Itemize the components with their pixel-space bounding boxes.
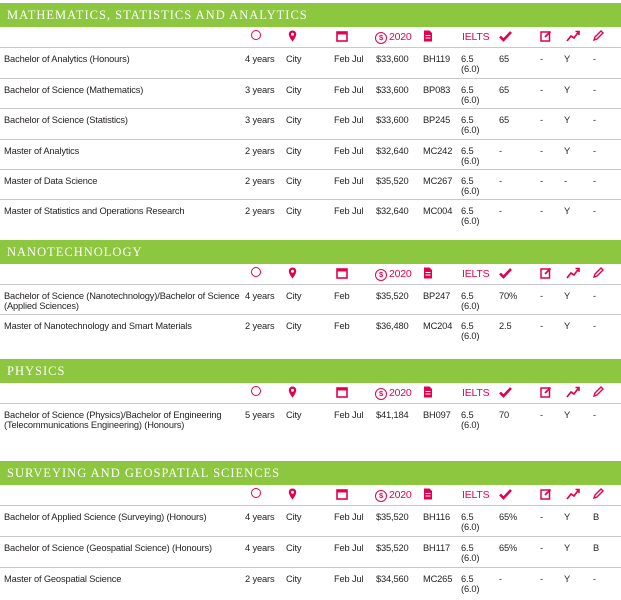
course-location: City <box>286 115 302 125</box>
course-table <box>0 48 621 231</box>
section-surveying <box>0 461 621 600</box>
section-physics <box>0 359 621 452</box>
pathway-arrow-icon <box>566 267 580 284</box>
course-location: City <box>286 291 302 301</box>
course-extra: B <box>593 543 600 553</box>
course-extra: - <box>593 54 596 64</box>
duration-icon <box>251 386 261 400</box>
column-icon-row <box>0 485 621 506</box>
course-intake: Feb Jul <box>334 176 364 186</box>
course-duration: 3 years <box>245 115 275 125</box>
course-atar: 65% <box>499 543 518 553</box>
course-name: Bachelor of Science (Statistics) <box>4 115 128 125</box>
course-duration: 4 years <box>245 291 275 301</box>
course-ielts: 6.5 (6.0) <box>461 146 480 167</box>
course-location: City <box>286 146 302 156</box>
course-prereq: - <box>540 321 543 331</box>
table-row <box>0 404 621 452</box>
course-prereq: - <box>540 54 543 64</box>
table-row <box>0 170 621 200</box>
course-fee: $33,600 <box>376 85 409 95</box>
course-prereq: - <box>540 206 543 216</box>
table-row <box>0 315 621 345</box>
ielts-label: IELTS <box>462 31 490 43</box>
duration-icon <box>251 267 261 281</box>
course-pathway: Y <box>564 85 571 95</box>
course-duration: 4 years <box>245 54 275 64</box>
course-prereq: - <box>540 543 543 553</box>
section-title: NANOTECHNOLOGY <box>0 240 621 264</box>
course-fee: $35,520 <box>376 291 409 301</box>
course-name: Bachelor of Science (Geospatial Science) (Honours) <box>4 543 212 553</box>
course-name: Bachelor of Analytics (Honours) <box>4 54 130 64</box>
course-ielts: 6.5 (6.0) <box>461 574 480 595</box>
course-atar: 65 <box>499 115 510 125</box>
course-extra: - <box>593 206 596 216</box>
course-ielts: 6.5 (6.0) <box>461 291 480 312</box>
column-icon-row <box>0 27 621 48</box>
course-table <box>0 506 621 600</box>
section-nanotechnology <box>0 240 621 345</box>
course-name: Master of Geospatial Science <box>4 574 122 584</box>
course-atar: 70% <box>499 291 518 301</box>
pen-icon <box>593 30 604 46</box>
course-extra: - <box>593 85 596 95</box>
course-atar: 70 <box>499 410 510 420</box>
course-intake: Feb Jul <box>334 574 364 584</box>
course-extra: B <box>593 512 600 522</box>
calendar-icon <box>336 267 348 284</box>
edit-icon <box>540 30 552 47</box>
course-intake: Feb <box>334 321 350 331</box>
course-duration: 2 years <box>245 574 275 584</box>
location-icon <box>288 488 297 505</box>
course-intake: Feb Jul <box>334 512 364 522</box>
course-pathway: Y <box>564 291 571 301</box>
document-icon <box>423 386 433 403</box>
pen-icon <box>593 267 604 283</box>
course-atar: - <box>499 574 502 584</box>
course-ielts: 6.5 (6.0) <box>461 115 480 136</box>
location-icon <box>288 267 297 284</box>
course-ielts: 6.5 (6.0) <box>461 321 480 342</box>
document-icon <box>423 488 433 505</box>
pen-icon <box>593 488 604 504</box>
course-name: Master of Statistics and Operations Research <box>4 206 185 216</box>
course-code: BP247 <box>423 291 451 301</box>
course-prereq: - <box>540 146 543 156</box>
course-prereq: - <box>540 410 543 420</box>
course-location: City <box>286 321 302 331</box>
course-code: BP245 <box>423 115 451 125</box>
course-duration: 5 years <box>245 410 275 420</box>
course-location: City <box>286 85 302 95</box>
course-ielts: 6.5 (6.0) <box>461 54 480 75</box>
document-icon <box>423 30 433 47</box>
course-atar: 65 <box>499 85 510 95</box>
course-code: BH116 <box>423 512 450 522</box>
ielts-label: IELTS <box>462 387 490 399</box>
course-pathway: Y <box>564 54 571 64</box>
ielts-label: IELTS <box>462 268 490 280</box>
course-code: BH119 <box>423 54 450 64</box>
course-name: Master of Nanotechnology and Smart Materials <box>4 321 192 331</box>
course-extra: - <box>593 115 596 125</box>
fee-2020-icon: $ 2020 <box>375 30 412 44</box>
course-location: City <box>286 54 302 64</box>
course-duration: 3 years <box>245 85 275 95</box>
edit-icon <box>540 267 552 284</box>
course-duration: 2 years <box>245 176 275 186</box>
course-prereq: - <box>540 85 543 95</box>
course-pathway: Y <box>564 512 571 522</box>
course-fee: $32,640 <box>376 206 409 216</box>
course-ielts: 6.5 (6.0) <box>461 512 480 533</box>
course-prereq: - <box>540 574 543 584</box>
course-fee: $32,640 <box>376 146 409 156</box>
pathway-arrow-icon <box>566 488 580 505</box>
course-intake: Feb <box>334 291 350 301</box>
course-atar: 65 <box>499 54 510 64</box>
calendar-icon <box>336 488 348 505</box>
fee-2020-icon: $ 2020 <box>375 267 412 281</box>
course-location: City <box>286 543 302 553</box>
pathway-arrow-icon <box>566 30 580 47</box>
course-extra: - <box>593 410 596 420</box>
course-name: Master of Analytics <box>4 146 80 156</box>
course-intake: Feb Jul <box>334 115 364 125</box>
course-intake: Feb Jul <box>334 543 364 553</box>
course-code: MC004 <box>423 206 453 216</box>
course-intake: Feb Jul <box>334 85 364 95</box>
course-prereq: - <box>540 512 543 522</box>
course-pathway: Y <box>564 543 571 553</box>
course-ielts: 6.5 (6.0) <box>461 410 480 431</box>
table-row <box>0 109 621 140</box>
course-intake: Feb Jul <box>334 410 364 420</box>
section-title: MATHEMATICS, STATISTICS AND ANALYTICS <box>0 3 621 27</box>
calendar-icon <box>336 386 348 403</box>
course-name: Bachelor of Science (Mathematics) <box>4 85 144 95</box>
course-ielts: 6.5 (6.0) <box>461 206 480 227</box>
course-pathway: Y <box>564 206 571 216</box>
course-fee: $35,520 <box>376 176 409 186</box>
course-intake: Feb Jul <box>334 206 364 216</box>
course-extra: - <box>593 321 596 331</box>
course-code: MC242 <box>423 146 453 156</box>
duration-icon <box>251 30 261 44</box>
table-row <box>0 537 621 568</box>
pen-icon <box>593 386 604 402</box>
table-row <box>0 140 621 170</box>
course-ielts: 6.5 (6.0) <box>461 176 480 197</box>
fee-2020-icon: $ 2020 <box>375 488 412 502</box>
ielts-label: IELTS <box>462 489 490 501</box>
course-prereq: - <box>540 291 543 301</box>
course-extra: - <box>593 176 596 186</box>
course-prereq: - <box>540 176 543 186</box>
table-row <box>0 285 621 315</box>
course-code: MC204 <box>423 321 453 331</box>
course-pathway: Y <box>564 574 571 584</box>
location-icon <box>288 386 297 403</box>
section-mathematics <box>0 3 621 231</box>
course-fee: $36,480 <box>376 321 409 331</box>
course-atar: 2.5 <box>499 321 512 331</box>
course-pathway: Y <box>564 115 571 125</box>
course-name: Bachelor of Applied Science (Surveying) (Honours) <box>4 512 207 522</box>
course-duration: 2 years <box>245 146 275 156</box>
table-row <box>0 200 621 231</box>
course-code: BH117 <box>423 543 450 553</box>
duration-icon <box>251 488 261 502</box>
check-icon <box>499 488 512 505</box>
check-icon <box>499 386 512 403</box>
course-name: Bachelor of Science (Physics)/Bachelor of Engineering (Telecommunications Engineering) (Honours) <box>4 410 222 431</box>
course-atar: - <box>499 206 502 216</box>
course-fee: $34,560 <box>376 574 409 584</box>
course-prereq: - <box>540 115 543 125</box>
course-location: City <box>286 410 302 420</box>
course-extra: - <box>593 574 596 584</box>
course-fee: $33,600 <box>376 115 409 125</box>
course-extra: - <box>593 291 596 301</box>
edit-icon <box>540 386 552 403</box>
course-fee: $35,520 <box>376 543 409 553</box>
course-pathway: Y <box>564 321 571 331</box>
fee-2020-icon: $ 2020 <box>375 386 412 400</box>
course-duration: 2 years <box>245 206 275 216</box>
course-location: City <box>286 206 302 216</box>
column-icon-row <box>0 264 621 285</box>
table-row <box>0 79 621 109</box>
section-title: SURVEYING AND GEOSPATIAL SCIENCES <box>0 461 621 485</box>
course-pathway: Y <box>564 146 571 156</box>
course-atar: - <box>499 146 502 156</box>
course-duration: 2 years <box>245 321 275 331</box>
course-table <box>0 285 621 345</box>
course-fee: $35,520 <box>376 512 409 522</box>
pathway-arrow-icon <box>566 386 580 403</box>
course-name: Master of Data Science <box>4 176 98 186</box>
course-name: Bachelor of Science (Nanotechnology)/Bachelor of Science (Applied Sciences) <box>4 291 240 312</box>
course-pathway: - <box>564 176 567 186</box>
course-location: City <box>286 574 302 584</box>
table-row <box>0 506 621 537</box>
table-row <box>0 568 621 600</box>
section-title: PHYSICS <box>0 359 621 383</box>
course-extra: - <box>593 146 596 156</box>
course-code: BH097 <box>423 410 451 420</box>
course-location: City <box>286 176 302 186</box>
course-location: City <box>286 512 302 522</box>
course-atar: 65% <box>499 512 518 522</box>
course-table <box>0 404 621 452</box>
course-intake: Feb Jul <box>334 146 364 156</box>
course-ielts: 6.5 (6.0) <box>461 85 480 106</box>
course-atar: - <box>499 176 502 186</box>
course-intake: Feb Jul <box>334 54 364 64</box>
table-row <box>0 48 621 79</box>
check-icon <box>499 267 512 284</box>
edit-icon <box>540 488 552 505</box>
course-code: MC267 <box>423 176 453 186</box>
check-icon <box>499 30 512 47</box>
column-icon-row <box>0 383 621 404</box>
course-duration: 4 years <box>245 512 275 522</box>
document-icon <box>423 267 433 284</box>
course-code: BP083 <box>423 85 451 95</box>
course-ielts: 6.5 (6.0) <box>461 543 480 564</box>
course-code: MC265 <box>423 574 453 584</box>
course-fee: $33,600 <box>376 54 409 64</box>
course-duration: 4 years <box>245 543 275 553</box>
calendar-icon <box>336 30 348 47</box>
location-icon <box>288 30 297 47</box>
course-fee: $41,184 <box>376 410 409 420</box>
course-pathway: Y <box>564 410 571 420</box>
